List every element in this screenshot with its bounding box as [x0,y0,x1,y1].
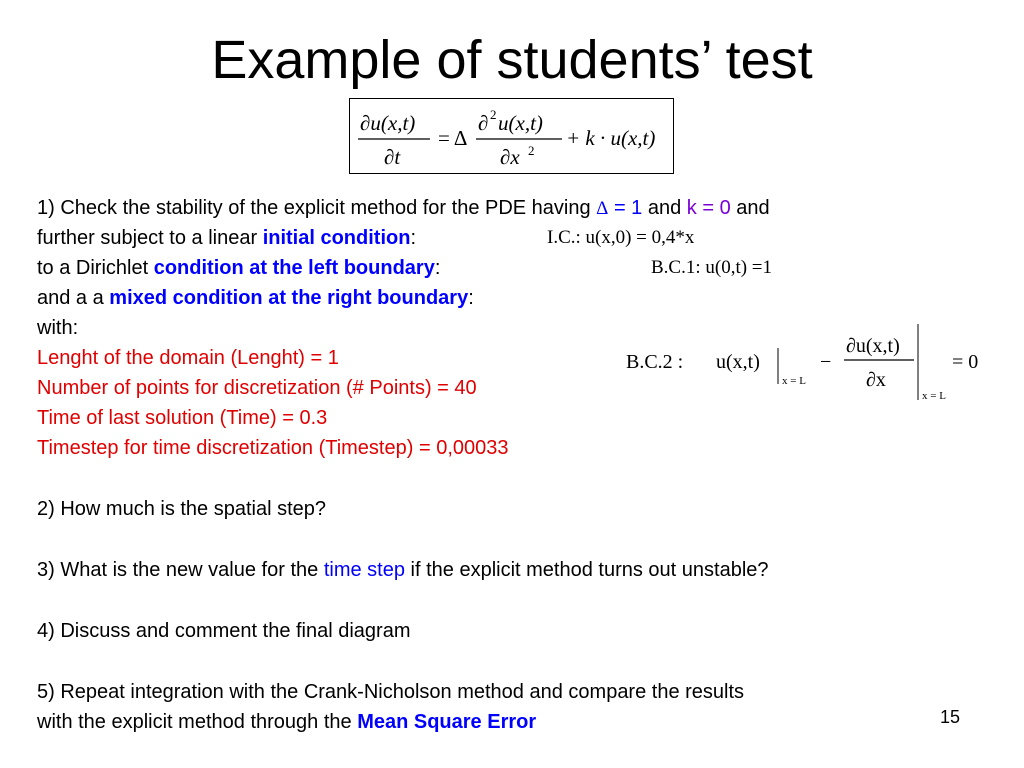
bc2-denominator: ∂x [866,369,886,391]
k-value: k = 0 [686,197,731,219]
bc2-minus: − [820,351,832,373]
rhs-numerator-sup: 2 [490,107,497,122]
q1-line3 [37,253,997,283]
question-5-line1: 5) Repeat integration with the Crank-Nicholson method and compare the results [37,681,745,703]
param-points: Number of points for discretization (# Points) = 40 [37,377,477,399]
question-2: 2) How much is the spatial step? [37,498,327,520]
lhs-numerator: ∂u(x,t) [360,111,416,135]
bc2-numerator: ∂u(x,t) [846,335,900,357]
reaction-term: + k · u(x,t) [566,126,656,150]
colon: : [468,287,474,309]
question-3 [37,555,997,585]
delta-symbol: Δ [596,198,609,219]
slide-body [37,193,997,737]
rhs-numerator-d: ∂ [478,111,489,135]
equals-delta: = Δ [438,126,468,150]
bc2-svg [620,322,980,412]
page-number: 15 [940,707,961,727]
slide-title: Example of students’ test [211,30,813,90]
colon: : [410,227,417,249]
pde-equation [350,99,675,175]
q5-text: with the explicit method through the [37,711,358,733]
q1-line4 [37,283,997,313]
q1-text: 1) Check the stability of the explicit method for the PDE having [37,197,597,219]
question-5-line2 [37,707,997,737]
mean-square-error-label: Mean Square Error [357,711,537,733]
param-length: Lenght of the domain (Lenght) = 1 [37,347,339,369]
q1-line1 [37,193,997,223]
delta-value: = 1 [608,197,643,219]
q1-line2 [37,223,997,253]
linear-text: further subject to a linear [37,227,263,249]
right-boundary-label: mixed condition at the right boundary [109,287,469,309]
bc2-u: u(x,t) [716,351,760,373]
param-timestep: Timestep for time discretization (Timestep) = 0,00033 [37,437,509,459]
left-boundary-label: condition at the left boundary [153,257,435,279]
lhs-denominator: ∂t [384,145,401,169]
question-4: 4) Discuss and comment the final diagram [37,620,411,642]
initial-condition-label: initial condition [262,227,411,249]
bc2-sub-2: x = L [922,390,946,402]
bc1-formula: B.C.1: u(0,t) =1 [651,257,773,278]
pde-equation-box [349,98,674,174]
bc2-label: B.C.2 : [626,351,684,373]
mixed-text: and a a [37,287,110,309]
rhs-denominator-sup: 2 [528,143,535,158]
param-time: Time of last solution (Time) = 0.3 [37,407,328,429]
q1-and-2: and [730,197,770,219]
with-line: with: [37,317,79,339]
bc2-formula [620,322,980,412]
bc2-sub-1: x = L [782,375,806,387]
bc2-equals-zero: = 0 [952,351,979,373]
q3-text-end: if the explicit method turns out unstable? [404,559,769,581]
colon: : [434,257,441,279]
rhs-numerator-u: u(x,t) [498,111,543,135]
initial-condition-formula: I.C.: u(x,0) = 0,4*x [547,227,695,248]
time-step-label: time step [323,559,405,581]
rhs-denominator: ∂x [500,145,520,169]
q3-text: 3) What is the new value for the [37,559,324,581]
dirichlet-text: to a Dirichlet [37,257,154,279]
q1-and: and [642,197,687,219]
